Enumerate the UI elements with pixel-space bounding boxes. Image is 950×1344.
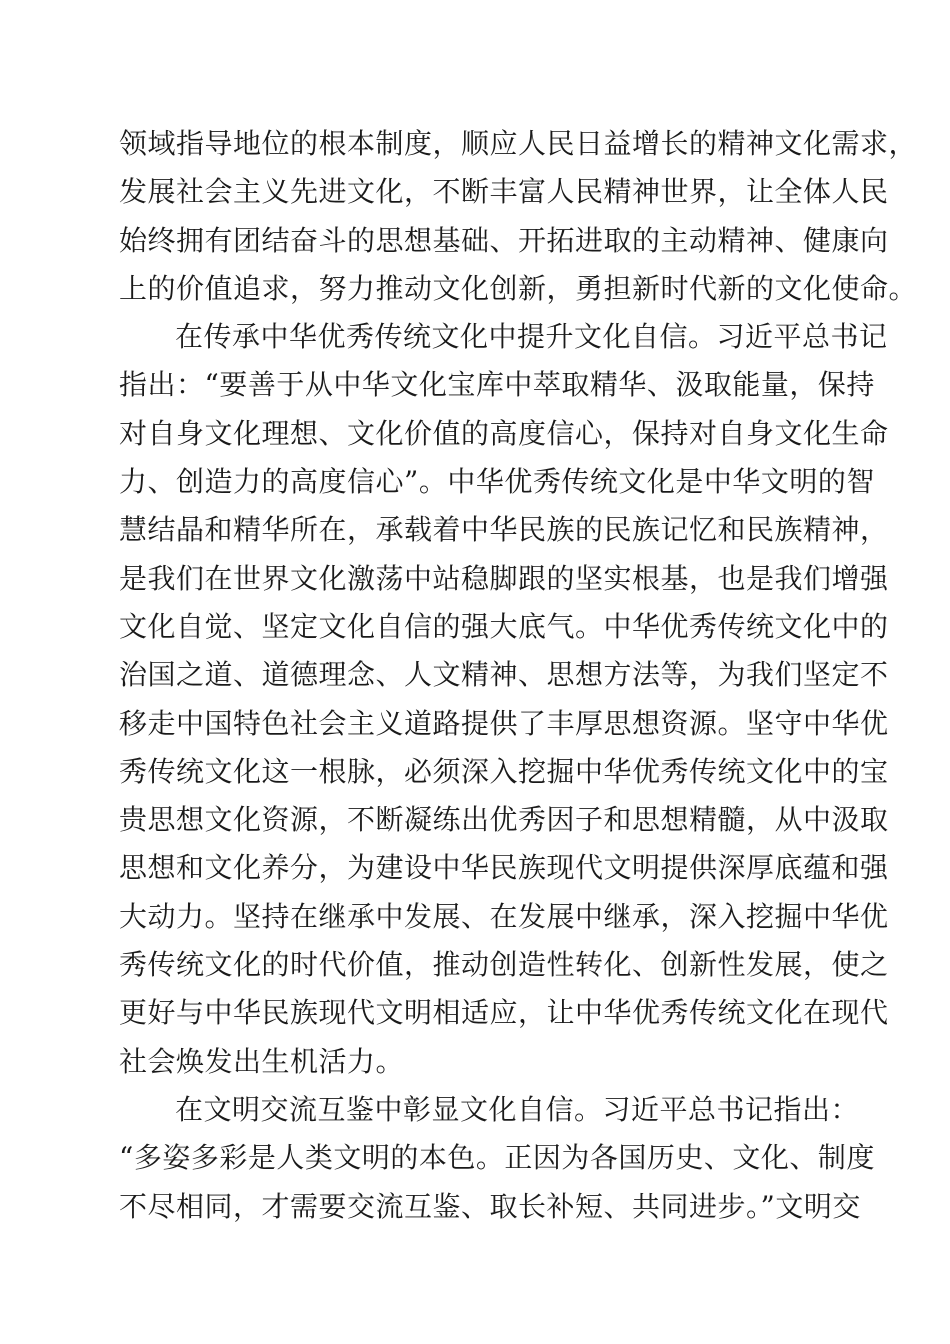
text-line: 不尽相同，才需要交流互鉴、取长补短、共同进步。”文明交 [119,1189,861,1223]
text-line: 治国之道、道德理念、人文精神、思想方法等，为我们坚定不 [119,658,889,692]
text-line: 对自身文化理想、文化价值的高度信心，保持对自身文化生命 [119,416,889,450]
text-line: 发展社会主义先进文化，不断丰富人民精神世界，让全体人民 [119,175,889,209]
text-line: 领域指导地位的根本制度，顺应人民日益增长的精神文化需求， [119,127,918,160]
text-line: 秀传统文化的时代价值，推动创造性转化、创新性发展，使之 [119,948,889,982]
text-line: 力、创造力的高度信心”。中华优秀传统文化是中华文明的智 [119,465,875,499]
text-line: 秀传统文化这一根脉，必须深入挖掘中华优秀传统文化中的宝 [119,754,889,788]
text-line: 贵思想文化资源，不断凝练出优秀因子和思想精髓，从中汲取 [119,803,889,837]
text-line: 思想和文化养分，为建设中华民族现代文明提供深厚底蕴和强 [119,851,889,885]
text-line: 始终拥有团结奋斗的思想基础、开拓进取的主动精神、健康向 [119,223,889,257]
text-line: 社会焕发出生机活力。 [119,1044,405,1078]
paragraph-heading-line: 在文明交流互鉴中彰显文化自信。习近平总书记指出： [175,1092,860,1126]
text-line: 文化自觉、坚定文化自信的强大底气。中华优秀传统文化中的 [119,609,889,643]
paragraph-heading-line: 在传承中华优秀传统文化中提升文化自信。习近平总书记 [175,320,888,354]
text-line: 慧结晶和精华所在，承载着中华民族的民族记忆和民族精神， [119,513,889,547]
text-line: 移走中国特色社会主义道路提供了丰厚思想资源。坚守中华优 [119,706,889,740]
text-line: “多姿多彩是人类文明的本色。正因为各国历史、文化、制度 [119,1141,875,1175]
text-line: 更好与中华民族现代文明相适应，让中华优秀传统文化在现代 [119,996,889,1030]
text-line: 上的价值追求，努力推动文化创新，勇担新时代新的文化使命。 [119,271,918,305]
body-text [119,120,918,1231]
text-line: 指出：“要善于从中华文化宝库中萃取精华、汲取能量，保持 [119,368,875,402]
text-line: 大动力。坚持在继承中发展、在发展中继承，深入挖掘中华优 [119,899,889,933]
text-line: 是我们在世界文化激荡中站稳脚跟的坚实根基，也是我们增强 [119,561,889,595]
